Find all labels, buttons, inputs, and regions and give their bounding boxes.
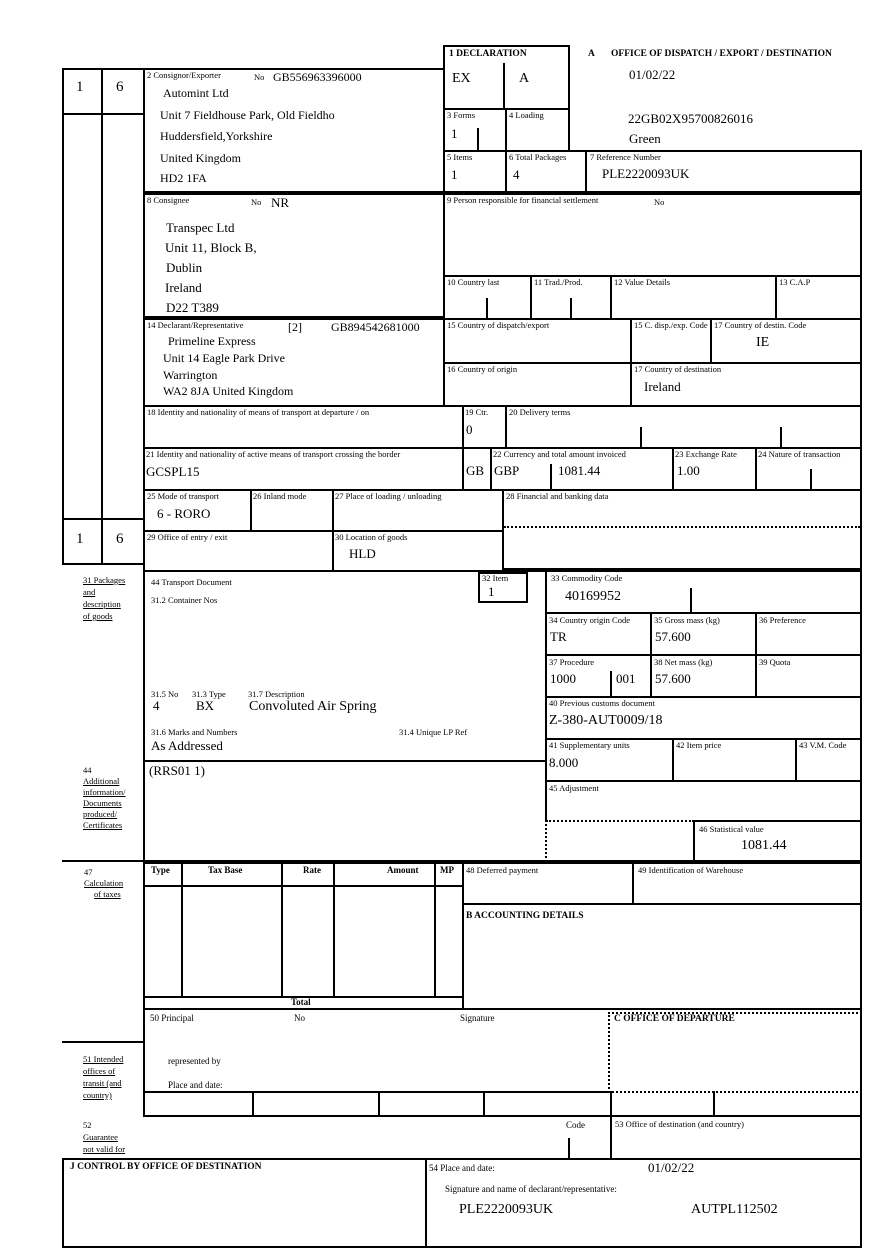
form-grid-line xyxy=(281,862,283,998)
box31-margin-label: of goods xyxy=(83,611,113,621)
form-grid-line xyxy=(462,447,464,491)
box47-margin-label: Calculation xyxy=(84,878,124,888)
box27-label: 27 Place of loading / unloading xyxy=(335,491,442,501)
form-grid-line xyxy=(143,885,464,887)
invoice-currency: GBP xyxy=(494,463,520,478)
tick-mark xyxy=(780,427,782,447)
consignee-id: NR xyxy=(271,195,290,210)
form-grid-line xyxy=(62,113,145,115)
box44-margin-label: information/ xyxy=(83,787,126,797)
procedure-code-2: 001 xyxy=(616,671,636,686)
box8-no-label: No xyxy=(251,197,262,207)
form-grid-line xyxy=(62,1158,862,1160)
box15a-label: 15 C. disp./exp. Code xyxy=(634,320,708,330)
box31-7-label: 31.7 Description xyxy=(248,689,305,699)
total-packages: 4 xyxy=(513,167,520,182)
tick-mark xyxy=(810,469,812,489)
consignee-postcode: D22 T389 xyxy=(166,300,219,315)
box44-transport-doc-label: 44 Transport Document xyxy=(151,577,232,587)
destination-country-code: IE xyxy=(756,335,770,350)
box20-label: 20 Delivery terms xyxy=(509,407,571,417)
form-grid-line xyxy=(62,1041,145,1043)
consignor-name: Automint Ltd xyxy=(163,86,229,100)
supplementary-units: 8.000 xyxy=(549,755,579,770)
box23-label: 23 Exchange Rate xyxy=(675,449,737,459)
net-mass: 57.600 xyxy=(655,671,691,686)
declarant-address: Unit 14 Eagle Park Drive xyxy=(163,351,285,365)
box50-signature-label: Signature xyxy=(460,1013,495,1023)
form-grid-line xyxy=(62,518,145,520)
items-count: 1 xyxy=(451,167,458,182)
box38-label: 38 Net mass (kg) xyxy=(654,657,713,667)
form-grid-line xyxy=(610,1091,612,1117)
declarant-city: Warrington xyxy=(163,368,218,382)
form-grid-line xyxy=(713,1091,715,1117)
form-grid-line xyxy=(62,1246,862,1248)
form-grid-line xyxy=(143,1008,145,1117)
commodity-code: 40169952 xyxy=(565,589,621,604)
tick-mark xyxy=(690,588,692,612)
form-grid-line xyxy=(333,862,335,998)
box50-label: 50 Principal xyxy=(150,1013,194,1023)
box31-margin-label: 31 Packages xyxy=(83,575,126,585)
form-grid-line xyxy=(143,1008,862,1010)
copy-number-1: 1 xyxy=(76,79,84,95)
box47-margin-label: of taxes xyxy=(94,889,121,899)
copy-number-6: 6 xyxy=(116,531,124,547)
box51-margin-label: 51 Intended xyxy=(83,1054,124,1064)
copy-number-6: 6 xyxy=(116,79,124,95)
box21-label: 21 Identity and nationality of active means of transport crossing the border xyxy=(146,449,401,459)
dotted-line xyxy=(504,526,860,528)
box33-label: 33 Commodity Code xyxy=(551,573,623,583)
box41-label: 41 Supplementary units xyxy=(549,740,630,750)
declarant-name-code: AUTPL112502 xyxy=(691,1202,778,1217)
box54-label: 54 Place and date: xyxy=(429,1163,495,1173)
form-grid-line xyxy=(434,862,436,998)
form-grid-line xyxy=(545,760,547,822)
consignor-address: Unit 7 Fieldhouse Park, Old Fieldho xyxy=(160,108,335,122)
box2-no-label: No xyxy=(254,72,265,82)
sectionJ-title: J CONTROL BY OFFICE OF DESTINATION xyxy=(70,1162,262,1172)
destination-country: Ireland xyxy=(644,379,681,394)
declaration-place-date: 01/02/22 xyxy=(648,1160,695,1175)
statistical-value: 1081.44 xyxy=(741,838,787,853)
box11-label: 11 Trad./Prod. xyxy=(534,277,583,287)
box9-financial-settlement xyxy=(443,193,862,277)
tax-table-header-mp: MP xyxy=(440,865,454,875)
dotted-line xyxy=(608,1091,862,1093)
reference-number: PLE2220093UK xyxy=(602,166,690,181)
exchange-rate: 1.00 xyxy=(677,463,700,478)
box6-label: 6 Total Packages xyxy=(509,152,567,162)
goods-location: HLD xyxy=(349,546,376,561)
tick-mark xyxy=(477,128,479,150)
package-type: BX xyxy=(196,698,215,713)
form-grid-line xyxy=(252,1091,254,1117)
box52-margin-label: not valid for xyxy=(83,1144,126,1154)
sectionB-title: B ACCOUNTING DETAILS xyxy=(466,911,584,921)
consignor-postcode: HD2 1FA xyxy=(160,171,207,185)
box26-label: 26 Inland mode xyxy=(253,491,307,501)
box51-margin-label: transit (and xyxy=(83,1078,122,1088)
box10-label: 10 Country last xyxy=(447,277,500,287)
box12-label: 12 Value Details xyxy=(614,277,671,287)
declarant-code: [2] xyxy=(288,320,302,334)
declarant-name: Primeline Express xyxy=(168,334,256,348)
box43-label: 43 V.M. Code xyxy=(799,740,847,750)
consignor-country: United Kingdom xyxy=(160,151,241,165)
box46-label: 46 Statistical value xyxy=(699,824,764,834)
consignee-city: Dublin xyxy=(166,260,203,275)
transport-identity: GCSPL15 xyxy=(146,464,200,479)
box44-margin-label: Additional xyxy=(83,776,120,786)
box52-margin-label: Guarantee xyxy=(83,1132,118,1142)
goods-description: Convoluted Air Spring xyxy=(249,699,377,714)
tax-table-header-rate: Rate xyxy=(303,865,321,875)
box9-label: 9 Person responsible for financial settlement xyxy=(447,195,599,205)
box3-label: 3 Forms xyxy=(447,110,476,120)
box36-label: 36 Preference xyxy=(759,615,806,625)
box22-label: 22 Currency and total amount invoiced xyxy=(493,449,626,459)
box40-label: 40 Previous customs document xyxy=(549,698,656,708)
consignor-eori: GB556963396000 xyxy=(273,70,362,84)
tax-table-header-taxbase: Tax Base xyxy=(208,865,243,875)
form-grid-line xyxy=(143,1091,610,1093)
box17a-label: 17 Country of destin. Code xyxy=(714,320,807,330)
item-number: 1 xyxy=(488,584,495,599)
form-grid-line xyxy=(181,862,183,998)
form-grid-line xyxy=(62,1158,64,1248)
box31-3-label: 31.3 Type xyxy=(192,689,226,699)
consignor-city: Huddersfield,Yorkshire xyxy=(160,129,273,143)
box28-financial-banking xyxy=(502,489,862,570)
form-grid-line xyxy=(425,1158,427,1248)
box51-margin-label: offices of xyxy=(83,1066,116,1076)
transport-nationality: GB xyxy=(466,463,485,478)
dotted-line xyxy=(545,820,547,862)
copy-number-1: 1 xyxy=(76,531,84,547)
declarant-eori: GB894542681000 xyxy=(331,320,420,334)
box48-label: 48 Deferred payment xyxy=(466,865,539,875)
forms-count: 1 xyxy=(451,126,458,141)
sectionC-title: C OFFICE OF DEPARTURE xyxy=(614,1014,735,1024)
box50-place-date-label: Place and date: xyxy=(168,1080,223,1090)
form-grid-line xyxy=(610,1115,612,1160)
procedure-code: 1000 xyxy=(550,671,576,686)
box14-label: 14 Declarant/Representative xyxy=(147,320,244,330)
box44-margin-label: 44 xyxy=(83,765,92,775)
box45-label: 45 Adjustment xyxy=(549,783,599,793)
tick-mark xyxy=(486,298,488,318)
dotted-line xyxy=(546,820,694,822)
declaration-subtype: A xyxy=(519,71,530,86)
marks-and-numbers: As Addressed xyxy=(151,738,223,753)
box52-margin-label: 52 xyxy=(83,1120,92,1130)
box4-label: 4 Loading xyxy=(509,110,544,120)
consignee-address: Unit 11, Block B, xyxy=(165,240,257,255)
declaration-type: EX xyxy=(452,71,471,86)
form-grid-line xyxy=(378,1091,380,1117)
box50-no-label: No xyxy=(294,1013,305,1023)
box13-label: 13 C.A.P xyxy=(779,277,811,287)
sectionA-title: OFFICE OF DISPATCH / EXPORT / DESTINATION xyxy=(611,49,832,59)
box37-label: 37 Procedure xyxy=(549,657,595,667)
box15-label: 15 Country of dispatch/export xyxy=(447,320,550,330)
box24-label: 24 Nature of transaction xyxy=(758,449,841,459)
tick-mark xyxy=(570,298,572,318)
dotted-line xyxy=(608,1012,610,1093)
tax-table-header-amount: Amount xyxy=(387,865,419,875)
box25-label: 25 Mode of transport xyxy=(147,491,220,501)
box31-margin-label: and xyxy=(83,587,96,597)
form-grid-line xyxy=(503,63,505,108)
box35-label: 35 Gross mass (kg) xyxy=(654,615,720,625)
box31-margin-label: description xyxy=(83,599,121,609)
tick-mark xyxy=(640,427,642,447)
previous-document: Z-380-AUT0009/18 xyxy=(549,713,663,728)
gross-mass: 57.600 xyxy=(655,629,691,644)
form-right-edge xyxy=(860,150,862,1248)
box30-label: 30 Location of goods xyxy=(335,532,408,542)
box7-label: 7 Reference Number xyxy=(590,152,661,162)
form-grid-line xyxy=(101,68,103,565)
box19-label: 19 Ctr. xyxy=(465,407,489,417)
movement-reference-number: 22GB02X95700826016 xyxy=(628,111,753,126)
box2-label: 2 Consignor/Exporter xyxy=(147,70,221,80)
box31-5-label: 31.5 No xyxy=(151,689,179,699)
container-flag: 0 xyxy=(466,422,473,437)
dispatch-date: 01/02/22 xyxy=(629,67,676,82)
box31-6-label: 31.6 Marks and Numbers xyxy=(151,727,238,737)
box42-label: 42 Item price xyxy=(676,740,722,750)
box17b-label: 17 Country of destination xyxy=(634,364,722,374)
form-grid-line xyxy=(550,464,552,491)
origin-country-code: TR xyxy=(550,629,567,644)
box34-label: 34 Country origin Code xyxy=(549,615,630,625)
box31-4-label: 31.4 Unique LP Ref xyxy=(399,727,468,737)
box16-label: 16 Country of origin xyxy=(447,364,518,374)
box32-label: 32 Item xyxy=(482,573,509,583)
box50-represented-label: represented by xyxy=(168,1056,221,1066)
box44-margin-label: Certificates xyxy=(83,820,123,830)
box31-2-container-label: 31.2 Container Nos xyxy=(151,595,218,605)
form-grid-line xyxy=(483,1091,485,1117)
box39-label: 39 Quota xyxy=(759,657,791,667)
box18-label: 18 Identity and nationality of means of transport at departure / on xyxy=(147,407,370,417)
form-grid-line xyxy=(143,1115,862,1117)
declarant-reference: PLE2220093UK xyxy=(459,1202,554,1217)
box53-label: 53 Office of destination (and country) xyxy=(615,1119,744,1129)
box28-label: 28 Financial and banking data xyxy=(506,491,609,501)
consignee-name: Transpec Ltd xyxy=(166,220,235,235)
box54-signature-label: Signature and name of declarant/representative: xyxy=(445,1184,617,1194)
tick-mark xyxy=(568,1138,570,1158)
form-grid-line xyxy=(143,760,145,862)
additional-information: (RRS01 1) xyxy=(149,763,205,778)
box49-label: 49 Identification of Warehouse xyxy=(638,865,744,875)
box44-margin-label: produced/ xyxy=(83,809,117,819)
routing-status: Green xyxy=(629,131,661,146)
sectionA-letter: A xyxy=(588,49,595,59)
form-grid-line xyxy=(610,671,612,698)
consignee-country: Ireland xyxy=(165,280,202,295)
package-count: 4 xyxy=(153,698,160,713)
copy-column-box xyxy=(62,68,145,565)
box52-code-label: Code xyxy=(566,1120,585,1130)
box8-label: 8 Consignee xyxy=(147,195,190,205)
box1-label: 1 DECLARATION xyxy=(449,49,527,59)
box5-label: 5 Items xyxy=(447,152,473,162)
box9-no-label: No xyxy=(654,197,665,207)
mode-of-transport: 6 - RORO xyxy=(157,506,211,521)
declarant-postcode-country: WA2 8JA United Kingdom xyxy=(163,384,294,398)
box51-margin-label: country) xyxy=(83,1090,112,1100)
tax-table-total-label: Total xyxy=(291,997,311,1007)
box44-margin-label: Documents xyxy=(83,798,122,808)
box29-label: 29 Office of entry / exit xyxy=(147,532,228,542)
tax-table-header-type: Type xyxy=(151,865,170,875)
invoice-amount: 1081.44 xyxy=(558,463,601,478)
box47-margin-label: 47 xyxy=(84,867,93,877)
